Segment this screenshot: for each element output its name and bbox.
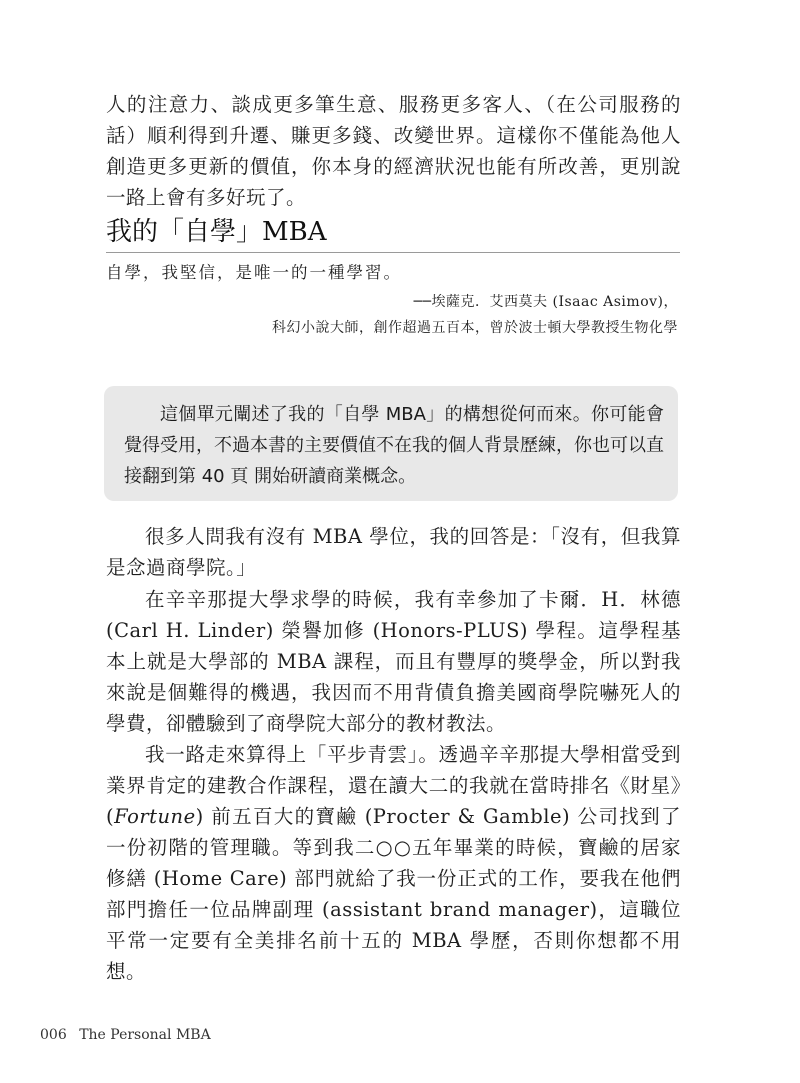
epigraph-attribution: ──埃薩克．艾西莫夫 (Isaac Asimov)， (413, 294, 678, 310)
epigraph-quote: 自學，我堅信，是唯一的一種學習。 (106, 263, 402, 282)
section-heading: 我的「自學」MBA (106, 217, 327, 247)
page-footer (40, 1026, 211, 1044)
book-title: The Personal MBA (79, 1027, 211, 1043)
body-paragraph-1: 很多人問我有沒有 MBA 學位，我的回答是：「沒有，但我算是念過商學院。」 (106, 525, 681, 579)
note-callout-box (104, 386, 678, 501)
intro-paragraph: 人的注意力、談成更多筆生意、服務更多客人、（在公司服務的話）順利得到升遷、賺更多錢、改變世界。這樣你不僅能為他人創造更多更新的價值，你本身的經濟狀況也能有所改善，更別說一路上會有多好玩了。 (106, 93, 681, 209)
paragraph-3-text-start: 我一路走來算得上「平步青雲」。透過辛辛那提大學相當受到業界肯定的建教合作課程，還在讀大二的我就在當時排名《財星》( (106, 743, 681, 828)
page-number: 006 (40, 1027, 67, 1043)
body-paragraph-3 (106, 739, 681, 987)
callout-text: 這個單元闡述了我的「自學 MBA」的構想從何而來。你可能會覺得受用，不過本書的主要價值不在我的個人背景歷練，你也可以直接翻到第 40 頁 開始研讀商業概念。 (124, 404, 664, 487)
epigraph-description: 科幻小說大師，創作超過五百本，曾於波士頓大學教授生物化學 (272, 320, 678, 336)
heading-divider (106, 252, 680, 253)
body-paragraph-2: 在辛辛那提大學求學的時候，我有幸參加了卡爾．H．林德 (Carl H. Linder) 榮譽加修 (Honors-PLUS) 學程。這學程基本上就是大學部的 MBA 課程，而且有豐厚的獎學金，所以對我來說是個難得的機遇，我因而不用背債負擔美國商學院嚇死人的學費，卻體驗到了商學院大部分的教材教法。 (106, 588, 681, 735)
paragraph-3-text-end: ) 前五百大的寶鹼 (Procter & Gamble) 公司找到了一份初階的管理職。等到我二○○五年畢業的時候，寶鹼的居家修繕 (Home Care) 部門就給了我一份正式的工作，要我在他們部門擔任一位品牌副理 (assistant brand manager)，這職位平常一定要有全美排名前十五的 MBA 學歷，否則你想都不用想。 (106, 805, 681, 983)
fortune-italic: Fortune (114, 805, 196, 828)
